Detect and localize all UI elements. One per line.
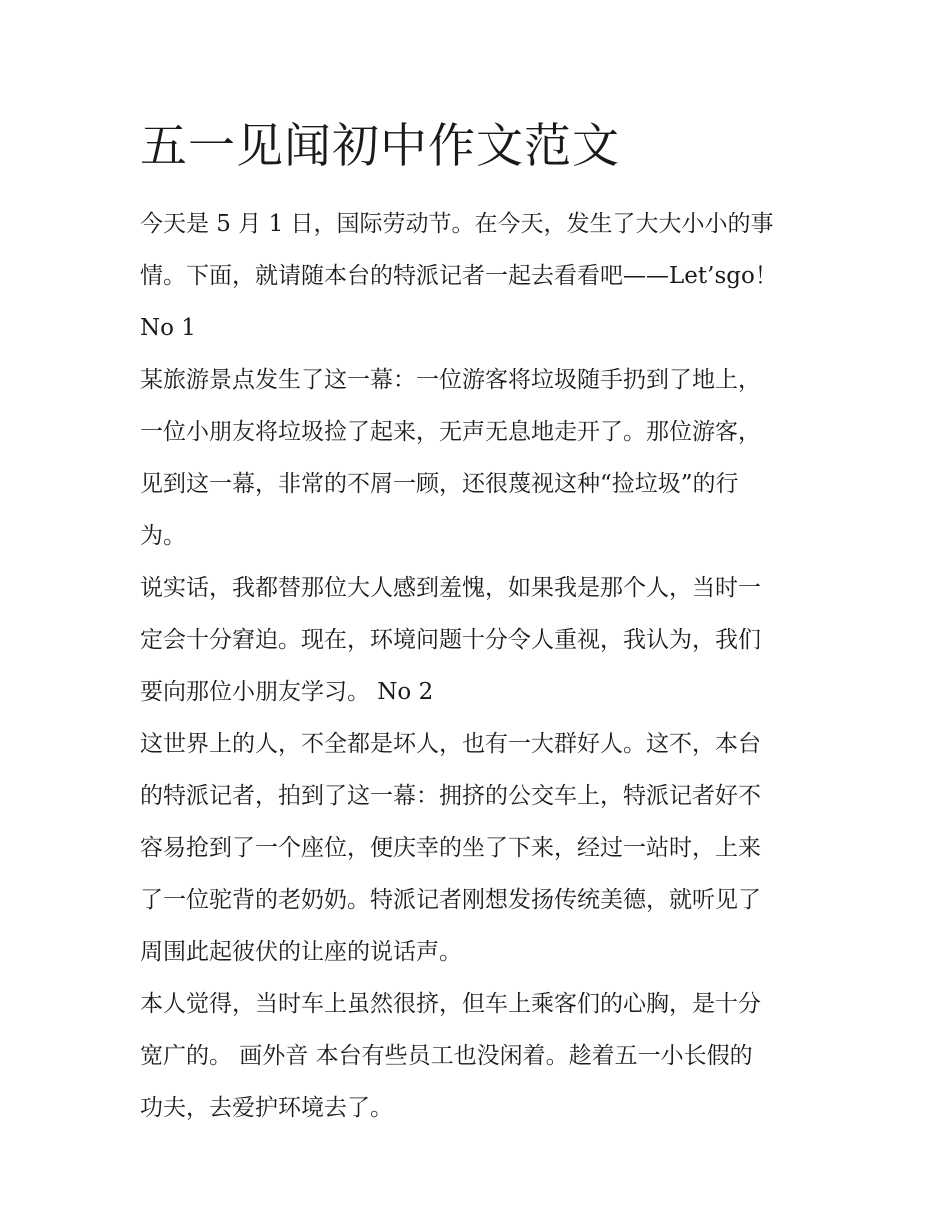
paragraph-4: [140, 718, 815, 978]
document-title: 五一见闻初中作文范文: [140, 119, 620, 174]
text-line: 定会十分窘迫。现在，环境问题十分令人重视，我认为，我们: [140, 627, 761, 653]
text-line: 情。下面，就请随本台的特派记者一起去看看吧——Let’sgo！: [140, 263, 778, 289]
document-body: [140, 198, 815, 1134]
text-line: 功夫，去爱护环境去了。: [140, 1095, 393, 1121]
text-line: 宽广的。 画外音 本台有些员工也没闲着。趁着五一小长假的: [140, 1043, 753, 1069]
text-line: 要向那位小朋友学习。 No 2: [140, 679, 434, 705]
text-line: 今天是 5 月 1 日，国际劳动节。在今天，发生了大大小小的事: [140, 211, 774, 237]
text-line: 说实话，我都替那位大人感到羞愧，如果我是那个人，当时一: [140, 575, 761, 601]
text-line: 了一位驼背的老奶奶。特派记者刚想发扬传统美德，就听见了: [140, 887, 761, 913]
paragraph-5: [140, 978, 815, 1134]
text-line: 本人觉得，当时车上虽然很挤，但车上乘客们的心胸，是十分: [140, 991, 761, 1017]
paragraph-2: [140, 354, 815, 562]
text-line: 为。: [140, 523, 186, 549]
text-line: 一位小朋友将垃圾捡了起来，无声无息地走开了。那位游客，: [140, 419, 761, 445]
paragraph-1: [140, 198, 815, 354]
text-line: 这世界上的人，不全都是坏人，也有一大群好人。这不，本台: [140, 731, 761, 757]
text-line: 某旅游景点发生了这一幕：一位游客将垃圾随手扔到了地上，: [140, 367, 761, 393]
text-line: 的特派记者，拍到了这一幕：拥挤的公交车上，特派记者好不: [140, 783, 761, 809]
text-line: 周围此起彼伏的让座的说话声。: [140, 939, 462, 965]
text-line: No 1: [140, 315, 196, 341]
text-line: 见到这一幕，非常的不屑一顾，还很蔑视这种“捡垃圾”的行: [140, 471, 739, 497]
paragraph-3: [140, 562, 815, 718]
text-line: 容易抢到了一个座位，便庆幸的坐了下来，经过一站时，上来: [140, 835, 761, 861]
